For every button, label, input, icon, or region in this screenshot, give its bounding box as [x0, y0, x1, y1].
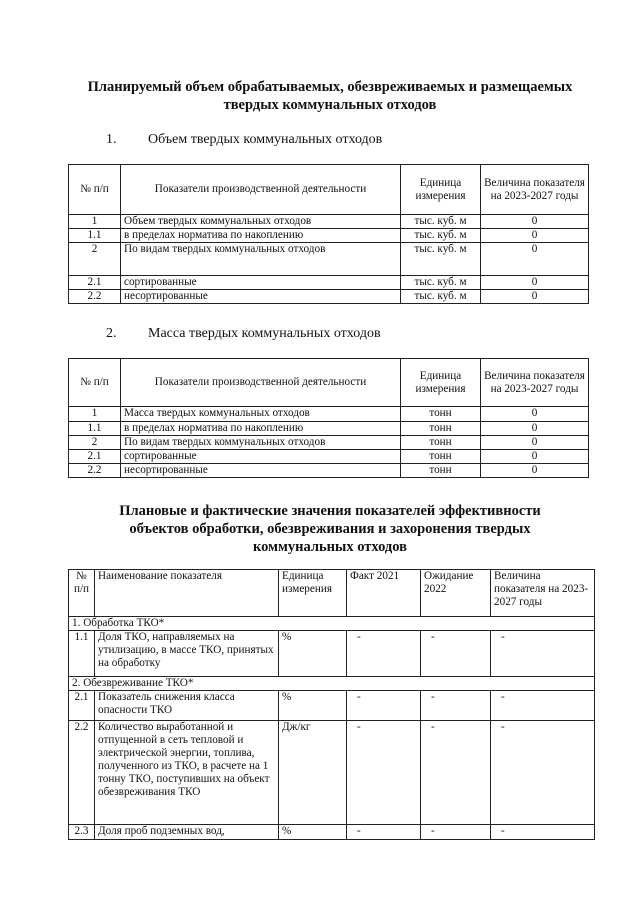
row-unit: тыс. куб. м — [401, 290, 481, 304]
row-label: По видам твердых коммунальных отходов — [121, 436, 401, 450]
table-volume-header-row — [69, 165, 589, 215]
header-cell: № п/п — [69, 570, 95, 617]
row-number: 2 — [69, 243, 121, 276]
row-label: Объем твердых коммунальных отходов — [121, 215, 401, 229]
row-value: 0 — [481, 407, 589, 422]
document-title-1-line-2: твердых коммунальных отходов — [223, 97, 437, 113]
table-row — [69, 721, 595, 825]
header-cell: Величина показателя на 2023-2027 годы — [481, 359, 589, 407]
document-title-1 — [40, 78, 620, 114]
table-row — [69, 229, 589, 243]
group-row — [69, 617, 595, 631]
row-value: 0 — [481, 276, 589, 290]
header-cell: Единица измерения — [401, 359, 481, 407]
document-title-2-line-1: Плановые и фактические значения показателей эффективности — [119, 503, 541, 519]
row-unit: тыс. куб. м — [401, 215, 481, 229]
section-1-title: Объем твердых коммунальных отходов — [148, 132, 383, 147]
row-label: несортированные — [121, 290, 401, 304]
row-label: сортированные — [121, 276, 401, 290]
row-label: Доля ТКО, направляемых на утилизацию, в массе ТКО, принятых на обработку — [95, 631, 279, 677]
row-value: 0 — [481, 436, 589, 450]
header-cell: Наименование показателя — [95, 570, 279, 617]
table-row — [69, 290, 589, 304]
row-unit: тонн — [401, 436, 481, 450]
row-value: 0 — [481, 450, 589, 464]
table-row — [69, 243, 589, 276]
section-2-number: 2. — [106, 326, 117, 341]
row-number: 2.1 — [69, 450, 121, 464]
row-number: 2.2 — [69, 464, 121, 478]
table-efficiency-header-row — [69, 570, 595, 617]
table-row — [69, 407, 589, 422]
table-mass — [68, 358, 589, 478]
row-unit: % — [279, 825, 347, 840]
group-row — [69, 677, 595, 691]
table-row — [69, 691, 595, 721]
row-expected: - — [421, 825, 491, 840]
row-label: Доля проб подземных вод, — [95, 825, 279, 840]
row-label: Масса твердых коммунальных отходов — [121, 407, 401, 422]
header-cell: Ожидание 2022 — [421, 570, 491, 617]
row-label: Показатель снижения класса опасности ТКО — [95, 691, 279, 721]
header-cell: № п/п — [69, 359, 121, 407]
row-unit: тонн — [401, 450, 481, 464]
document-title-2 — [80, 502, 580, 556]
row-expected: - — [421, 631, 491, 677]
row-value: 0 — [481, 229, 589, 243]
row-number: 1.1 — [69, 422, 121, 436]
header-cell: Единица измерения — [401, 165, 481, 215]
row-label: сортированные — [121, 450, 401, 464]
header-cell: Величина показателя на 2023-2027 годы — [491, 570, 595, 617]
row-unit: % — [279, 691, 347, 721]
row-fact: - — [347, 631, 421, 677]
table-mass-header-row — [69, 359, 589, 407]
row-value: - — [491, 721, 595, 825]
section-2-title: Масса твердых коммунальных отходов — [148, 326, 381, 341]
row-number: 1.1 — [69, 631, 95, 677]
row-unit: тыс. куб. м — [401, 276, 481, 290]
header-cell: Единица измерения — [279, 570, 347, 617]
table-row — [69, 215, 589, 229]
row-value: 0 — [481, 243, 589, 276]
row-fact: - — [347, 691, 421, 721]
row-unit: тонн — [401, 422, 481, 436]
header-cell: Показатели производственной деятельности — [121, 165, 401, 215]
row-number: 2.1 — [69, 276, 121, 290]
table-volume — [68, 164, 589, 304]
row-unit: тыс. куб. м — [401, 243, 481, 276]
row-number: 1.1 — [69, 229, 121, 243]
row-expected: - — [421, 691, 491, 721]
document-title-2-line-2: объектов обработки, обезвреживания и захоронения твердых — [129, 521, 531, 537]
header-cell: № п/п — [69, 165, 121, 215]
row-expected: - — [421, 721, 491, 825]
row-unit: тонн — [401, 407, 481, 422]
row-label: несортированные — [121, 464, 401, 478]
row-value: - — [491, 825, 595, 840]
row-value: 0 — [481, 422, 589, 436]
table-row — [69, 276, 589, 290]
group-label: 2. Обезвреживание ТКО* — [69, 677, 595, 691]
table-row — [69, 450, 589, 464]
row-label: в пределах норматива по накоплению — [121, 229, 401, 243]
section-1-number: 1. — [106, 132, 117, 147]
row-value: 0 — [481, 290, 589, 304]
group-label: 1. Обработка ТКО* — [69, 617, 595, 631]
row-unit: % — [279, 631, 347, 677]
row-fact: - — [347, 721, 421, 825]
section-2-heading — [106, 326, 381, 342]
document-title-2-line-3: коммунальных отходов — [253, 539, 407, 555]
row-number: 1 — [69, 407, 121, 422]
row-unit: тыс. куб. м — [401, 229, 481, 243]
table-efficiency — [68, 569, 595, 840]
row-value: - — [491, 631, 595, 677]
table-row — [69, 436, 589, 450]
document-title-1-line-1: Планируемый объем обрабатываемых, обезвреживаемых и размещаемых — [87, 79, 573, 95]
table-row — [69, 464, 589, 478]
row-number: 2.2 — [69, 290, 121, 304]
row-number: 2.2 — [69, 721, 95, 825]
row-number: 1 — [69, 215, 121, 229]
row-number: 2.3 — [69, 825, 95, 840]
table-row — [69, 631, 595, 677]
section-1-heading — [106, 132, 382, 148]
header-cell: Величина показателя на 2023-2027 годы — [481, 165, 589, 215]
row-label: По видам твердых коммунальных отходов — [121, 243, 401, 276]
row-value: - — [491, 691, 595, 721]
table-row — [69, 422, 589, 436]
row-unit: тонн — [401, 464, 481, 478]
row-unit: Дж/кг — [279, 721, 347, 825]
row-label: Количество выработанной и отпущенной в сеть тепловой и электрической энергии, топлива, полученного из ТКО, в расчете на 1 тонну ТКО, поступивших на объект обезвреживания ТКО — [95, 721, 279, 825]
row-number: 2.1 — [69, 691, 95, 721]
row-fact: - — [347, 825, 421, 840]
row-value: 0 — [481, 215, 589, 229]
table-row — [69, 825, 595, 840]
row-number: 2 — [69, 436, 121, 450]
row-label: в пределах норматива по накоплению — [121, 422, 401, 436]
header-cell: Показатели производственной деятельности — [121, 359, 401, 407]
row-value: 0 — [481, 464, 589, 478]
header-cell: Факт 2021 — [347, 570, 421, 617]
